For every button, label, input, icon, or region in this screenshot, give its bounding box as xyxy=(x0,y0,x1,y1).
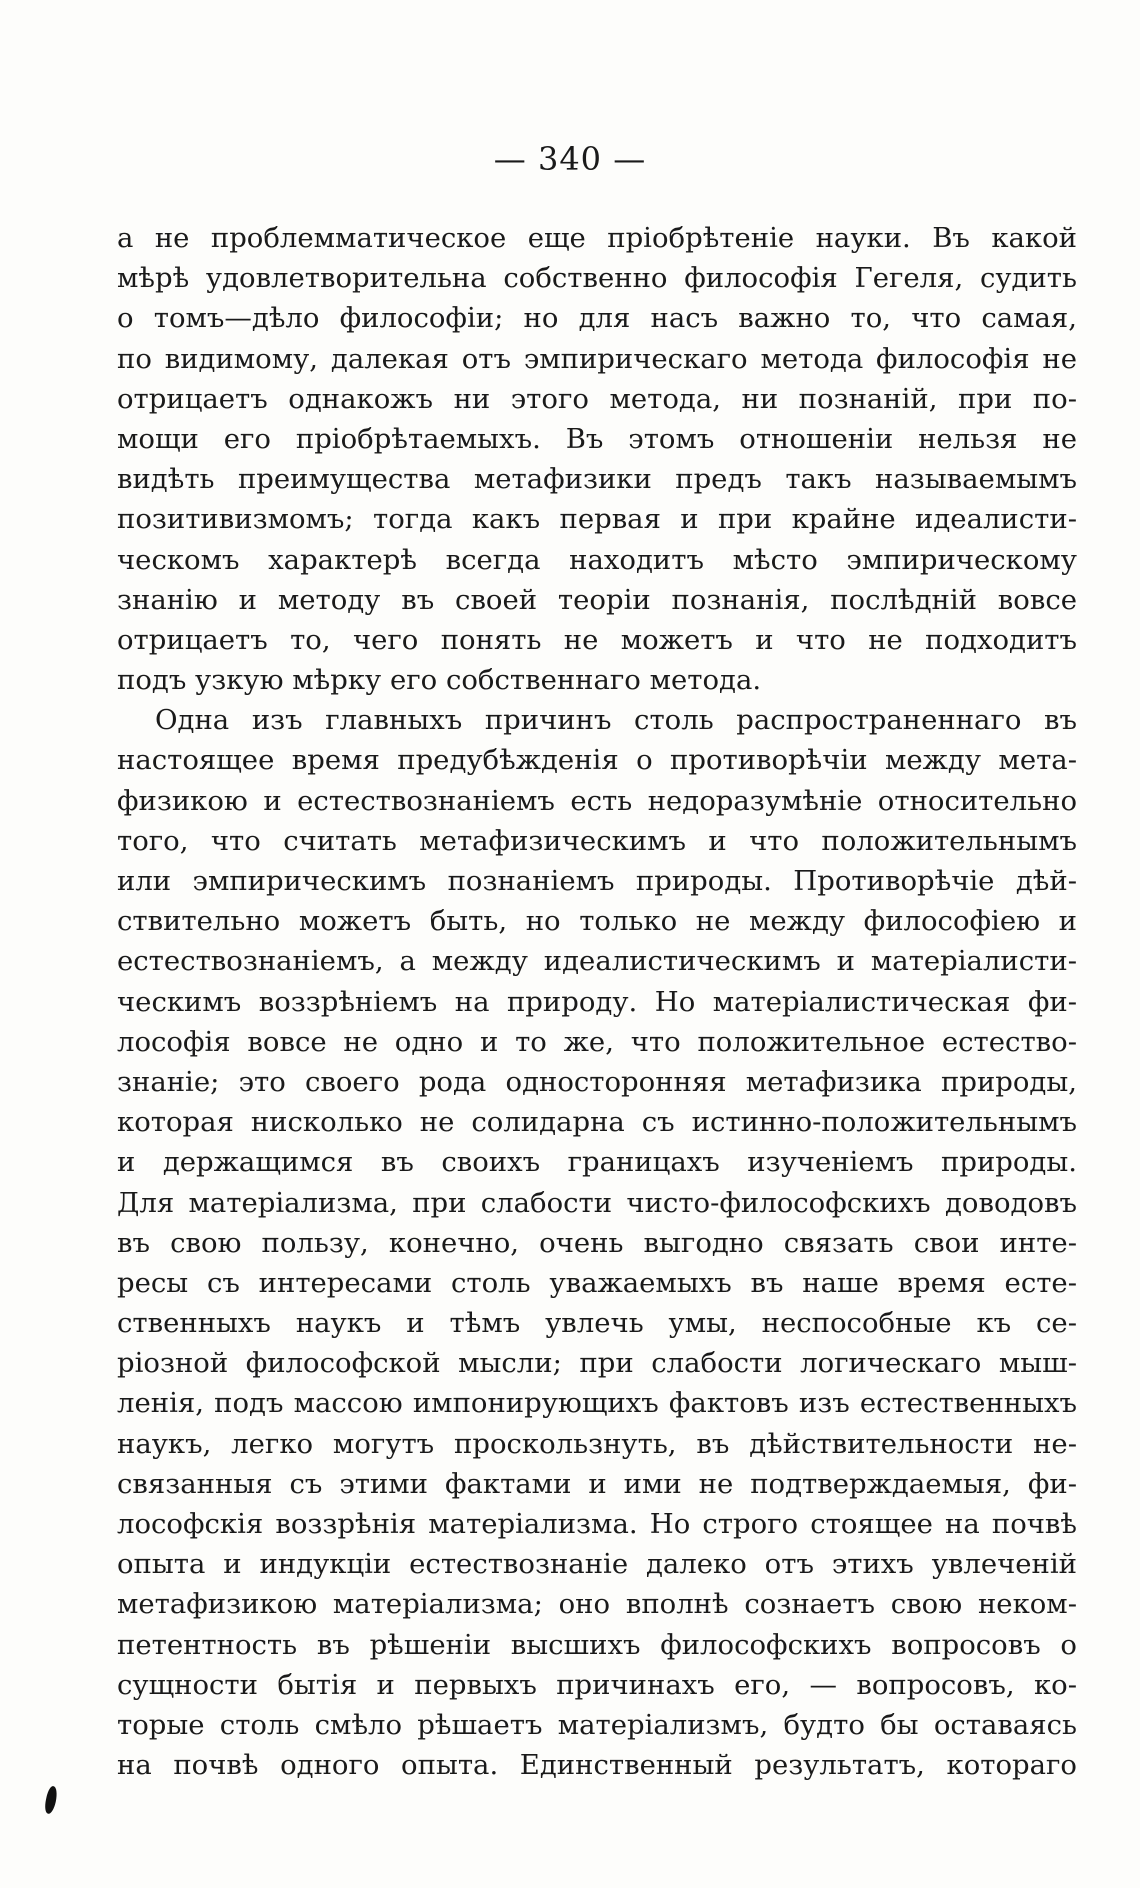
text-line: подъ узкую мѣрку его собственнаго метода. xyxy=(117,664,762,697)
text-line: которая нисколько не солидарна съ истинно-положительнымъ xyxy=(117,1106,1077,1139)
text-line: петентность въ рѣшеніи высшихъ философскихъ вопросовъ о xyxy=(117,1628,1077,1661)
text-line: знанію и методу въ своей теоріи познанія, послѣдній вовсе xyxy=(117,583,1077,616)
text-line: Одна изъ главныхъ причинъ столь распространеннаго въ xyxy=(155,704,1077,737)
text-line: отрицаетъ то, чего понять не можетъ и что не подходитъ xyxy=(117,623,1077,656)
text-line: физикою и естествознаніемъ есть недоразумѣніе относительно xyxy=(117,784,1077,817)
text-line: ческомъ характерѣ всегда находитъ мѣсто эмпирическому xyxy=(117,543,1077,576)
text-line: естествознаніемъ, а между идеалистическимъ и матеріалисти- xyxy=(117,945,1077,978)
body-text xyxy=(117,218,1077,1785)
text-line: ственныхъ наукъ и тѣмъ увлечь умы, неспособные къ се- xyxy=(117,1307,1077,1340)
text-line: о томъ—дѣло философіи; но для насъ важно то, что самая, xyxy=(117,302,1077,335)
text-line: или эмпирическимъ познаніемъ природы. Противорѣчіе дѣй- xyxy=(117,865,1077,897)
text-line: ріозной философской мысли; при слабости логическаго мыш- xyxy=(117,1347,1077,1380)
text-line: Для матеріализма, при слабости чисто-философскихъ доводовъ xyxy=(117,1186,1077,1219)
text-line: настоящее время предубѣжденія о противорѣчіи между мета- xyxy=(117,744,1077,777)
text-line: ленія, подъ массою импонирующихъ фактовъ изъ естественныхъ xyxy=(117,1387,1077,1420)
text-line: мощи его пріобрѣтаемыхъ. Въ этомъ отношеніи нельзя не xyxy=(117,422,1077,455)
text-line: отрицаетъ однакожъ ни этого метода, ни познаній, при по- xyxy=(117,382,1077,415)
text-line: наукъ, легко могутъ проскользнуть, въ дѣйствительности не- xyxy=(117,1427,1077,1460)
text-line: сущности бытія и первыхъ причинахъ его, — вопросовъ, ко- xyxy=(117,1668,1077,1701)
text-line: а не проблемматическое еще пріобрѣтеніе науки. Въ какой xyxy=(117,222,1077,254)
text-line: опыта и индукціи естествознаніе далеко отъ этихъ увлеченій xyxy=(117,1548,1077,1581)
text-line: мѣрѣ удовлетворительна собственно философія Гегеля, судить xyxy=(117,262,1077,295)
text-line: ресы съ интересами столь уважаемыхъ въ наше время есте- xyxy=(117,1266,1077,1299)
text-line: видѣть преимущества метафизики предъ такъ называемымъ xyxy=(117,463,1077,496)
text-line: позитивизмомъ; тогда какъ первая и при крайне идеалисти- xyxy=(117,503,1077,536)
text-line: торые столь смѣло рѣшаетъ матеріализмъ, будто бы оставаясь xyxy=(117,1708,1077,1741)
text-line: ческимъ воззрѣніемъ на природу. Но матеріалистическая фи- xyxy=(117,985,1077,1018)
text-line: на почвѣ одного опыта. Единственный результатъ, котораго xyxy=(117,1749,1077,1782)
text-line: и держащимся въ своихъ границахъ изученіемъ природы. xyxy=(117,1146,1077,1179)
text-line: метафизикою матеріализма; оно вполнѣ сознаетъ свою неком- xyxy=(117,1588,1077,1621)
text-line: въ свою пользу, конечно, очень выгодно связать свои инте- xyxy=(117,1226,1077,1259)
ink-blot-mark xyxy=(43,1785,59,1814)
text-line: знаніе; это своего рода односторонняя метафизика природы, xyxy=(117,1065,1077,1098)
text-line: лософія вовсе не одно и то же, что положительное естество- xyxy=(117,1025,1077,1058)
text-line: по видимому, далекая отъ эмпирическаго метода философія не xyxy=(117,342,1077,375)
paragraph-2 xyxy=(117,700,1077,1785)
text-line: связанныя съ этими фактами и ими не подтверждаемыя, фи- xyxy=(117,1467,1077,1500)
text-line: ствительно можетъ быть, но только не между философіею и xyxy=(117,905,1077,938)
page-number: — 340 — xyxy=(493,140,647,178)
paragraph-1 xyxy=(117,218,1077,700)
text-line: того, что считать метафизическимъ и что положительнымъ xyxy=(117,824,1077,857)
text-line: лософскія воззрѣнія матеріализма. Но строго стоящее на почвѣ xyxy=(117,1508,1077,1540)
